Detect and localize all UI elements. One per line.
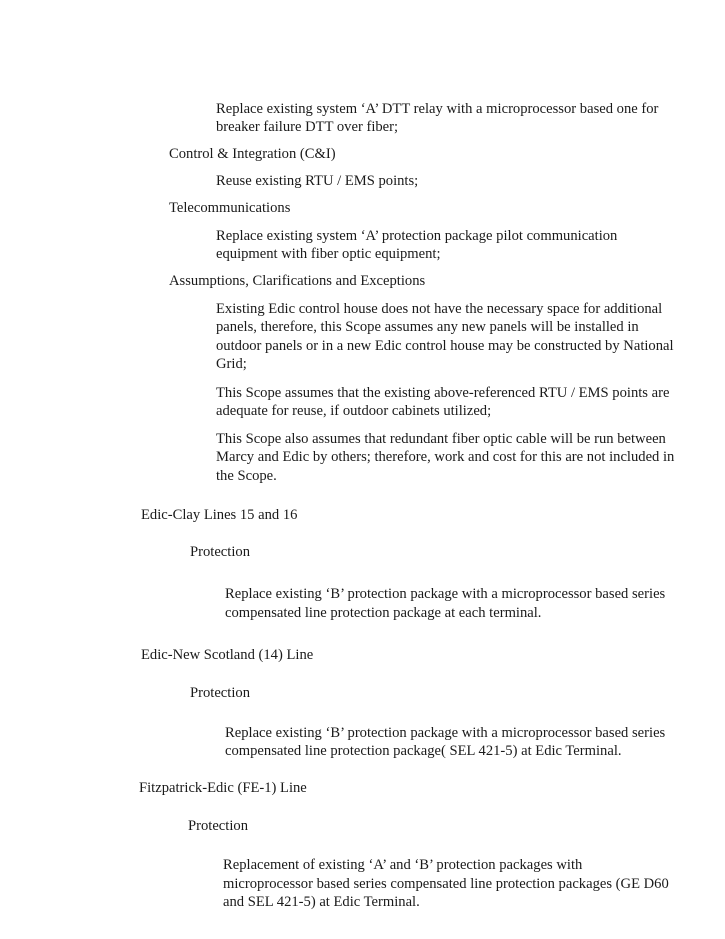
body-line: Replace existing system ‘A’ DTT relay with a microprocessor based one for <box>216 101 659 117</box>
subsection-heading: Protection <box>190 685 250 701</box>
section-title: Edic-Clay Lines 15 and 16 <box>141 507 298 523</box>
body-line: compensated line protection package at each terminal. <box>225 605 542 621</box>
body-line: Existing Edic control house does not have the necessary space for additional <box>216 301 663 317</box>
body-line: Marcy and Edic by others; therefore, work and cost for this are not included in <box>216 449 675 465</box>
body-line: compensated line protection package( SEL 421-5) at Edic Terminal. <box>225 743 622 759</box>
body-line: Replacement of existing ‘A’ and ‘B’ protection packages with <box>223 857 583 873</box>
body-line: the Scope. <box>216 468 277 484</box>
body-line: adequate for reuse, if outdoor cabinets utilized; <box>216 403 492 419</box>
body-line: This Scope assumes that the existing above-referenced RTU / EMS points are <box>216 385 670 401</box>
body-line: Reuse existing RTU / EMS points; <box>216 173 419 189</box>
body-line: and SEL 421-5) at Edic Terminal. <box>223 894 420 910</box>
body-line: equipment with fiber optic equipment; <box>216 246 441 262</box>
body-line: Grid; <box>216 356 247 372</box>
body-line: breaker failure DTT over fiber; <box>216 119 399 135</box>
body-line: Replace existing system ‘A’ protection package pilot communication <box>216 228 618 244</box>
subsection-heading: Protection <box>188 818 248 834</box>
subsection-heading: Control & Integration (C&I) <box>169 146 336 162</box>
section-title: Edic-New Scotland (14) Line <box>141 647 314 663</box>
body-line: Replace existing ‘B’ protection package with a microprocessor based series <box>225 725 666 741</box>
body-line: microprocessor based series compensated line protection packages (GE D60 <box>223 876 669 892</box>
body-line: panels, therefore, this Scope assumes any new panels will be installed in <box>216 319 639 335</box>
body-line: outdoor panels or in a new Edic control house may be constructed by National <box>216 338 674 354</box>
subsection-heading: Assumptions, Clarifications and Exceptions <box>169 273 426 289</box>
body-line: Replace existing ‘B’ protection package with a microprocessor based series <box>225 586 666 602</box>
subsection-heading: Protection <box>190 544 250 560</box>
body-line: This Scope also assumes that redundant fiber optic cable will be run between <box>216 431 666 447</box>
section-title: Fitzpatrick-Edic (FE-1) Line <box>139 780 307 796</box>
subsection-heading: Telecommunications <box>169 200 291 216</box>
